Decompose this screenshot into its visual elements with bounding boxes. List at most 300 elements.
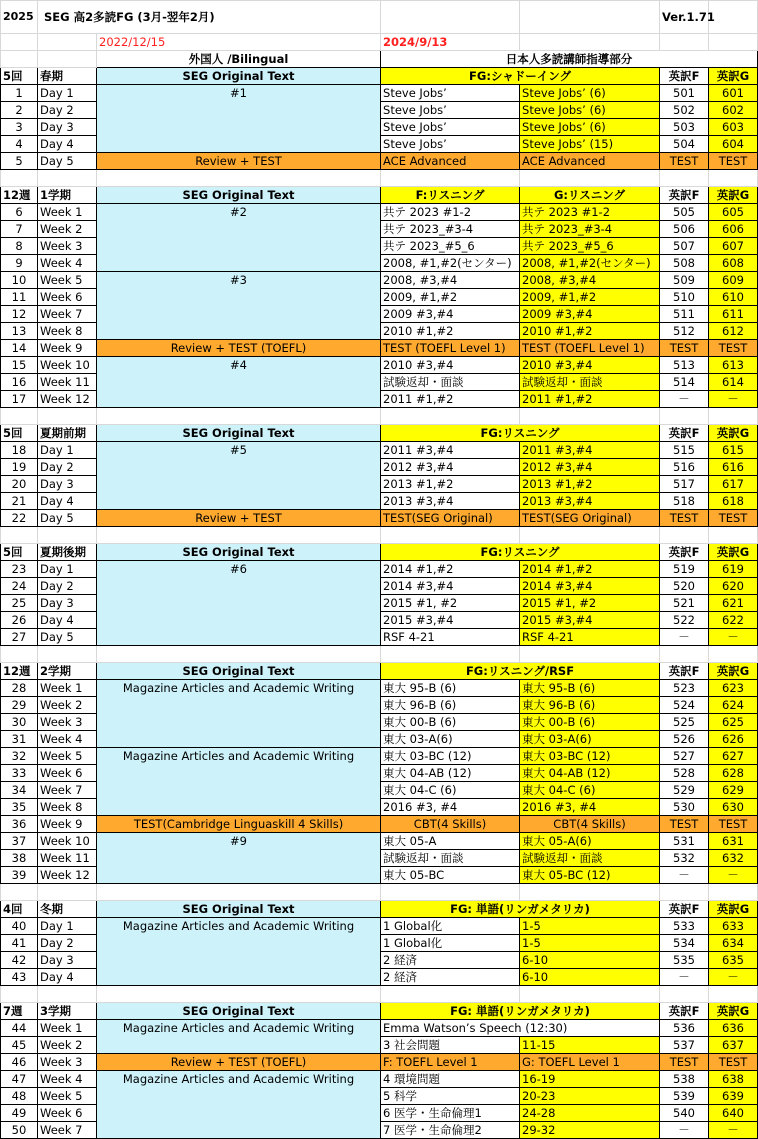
row-ef: TEST xyxy=(660,510,709,527)
row-number: 37 xyxy=(1,833,38,850)
row-g: 共テ 2023 #1-2 xyxy=(520,204,660,221)
row-eg: 613 xyxy=(709,357,758,374)
row-g: 2008, #1,#2(センター) xyxy=(520,255,660,272)
row-number: 42 xyxy=(1,952,38,969)
row-g: 東大 05-BC (12) xyxy=(520,867,660,884)
blank-cell xyxy=(1,646,38,663)
row-g: 1-5 xyxy=(520,918,660,935)
col-header-left: 外国人 /Bilingual xyxy=(97,51,381,68)
year-cell: 2025 xyxy=(1,1,38,34)
row-period: Week 8 xyxy=(38,323,97,340)
row-f: 2 経済 xyxy=(381,969,520,986)
row-f: 2013 #1,#2 xyxy=(381,476,520,493)
row-g: TEST (TOEFL Level 1) xyxy=(520,340,660,357)
row-text: TEST(Cambridge Linguaskill 4 Skills) xyxy=(97,816,381,833)
row-ef: 504 xyxy=(660,136,709,153)
row-text: #6 xyxy=(97,561,381,578)
row-text: Review + TEST (TOEFL) xyxy=(97,340,381,357)
row-f: RSF 4-21 xyxy=(381,629,520,646)
text-header: SEG Original Text xyxy=(97,187,381,204)
row-f: 2015 #3,#4 xyxy=(381,612,520,629)
date-left: 2022/12/15 xyxy=(97,34,381,51)
row-eg: 631 xyxy=(709,833,758,850)
row-g: ACE Advanced xyxy=(520,153,660,170)
text-header: SEG Original Text xyxy=(97,68,381,85)
row-g: 1-5 xyxy=(520,935,660,952)
row-eg: 628 xyxy=(709,765,758,782)
row-ef: － xyxy=(660,391,709,408)
row-eg: 604 xyxy=(709,136,758,153)
row-period: Day 4 xyxy=(38,969,97,986)
blank-cell xyxy=(709,646,758,663)
row-text: #1 xyxy=(97,85,381,102)
row-text xyxy=(97,867,381,884)
row-g: 東大 03-BC (12) xyxy=(520,748,660,765)
row-eg: 622 xyxy=(709,612,758,629)
blank-cell xyxy=(97,170,381,187)
row-g: 東大 05-A(6) xyxy=(520,833,660,850)
row-ef: 512 xyxy=(660,323,709,340)
row-number: 25 xyxy=(1,595,38,612)
blank-cell xyxy=(660,34,709,51)
row-ef: － xyxy=(660,969,709,986)
section-term: 2学期 xyxy=(38,663,97,680)
row-ef: TEST xyxy=(660,153,709,170)
table-row xyxy=(1,782,758,799)
row-g: 29-32 xyxy=(520,1122,660,1139)
row-period: Week 7 xyxy=(38,306,97,323)
row-text: Magazine Articles and Academic Writing xyxy=(97,1071,381,1088)
blank-cell xyxy=(381,170,520,187)
date-right: 2024/9/13 xyxy=(381,34,520,51)
row-period: Day 2 xyxy=(38,935,97,952)
table-row xyxy=(1,867,758,884)
row-eg: 618 xyxy=(709,493,758,510)
row-f: 2010 #1,#2 xyxy=(381,323,520,340)
section-term: 3学期 xyxy=(38,1003,97,1020)
row-period: Week 3 xyxy=(38,714,97,731)
row-number: 14 xyxy=(1,340,38,357)
row-period: Week 5 xyxy=(38,1088,97,1105)
row-number: 32 xyxy=(1,748,38,765)
row-eg: 606 xyxy=(709,221,758,238)
table-row xyxy=(1,629,758,646)
row-number: 13 xyxy=(1,323,38,340)
section-gap xyxy=(1,986,758,1003)
row-period: Week 6 xyxy=(38,1105,97,1122)
row-g: TEST(SEG Original) xyxy=(520,510,660,527)
blank-cell xyxy=(1,986,38,1003)
blank-cell xyxy=(1,34,38,51)
row-ef: 520 xyxy=(660,578,709,595)
row-text xyxy=(97,629,381,646)
row-text xyxy=(97,119,381,136)
row-eg: 617 xyxy=(709,476,758,493)
row-text xyxy=(97,969,381,986)
row-ef: 537 xyxy=(660,1037,709,1054)
row-number: 31 xyxy=(1,731,38,748)
row-g: 東大 04-C (6) xyxy=(520,782,660,799)
row-f: TEST(SEG Original) xyxy=(381,510,520,527)
eg-header: 英訳G xyxy=(709,1003,758,1020)
blank-cell xyxy=(660,170,709,187)
row-text xyxy=(97,1105,381,1122)
row-number: 3 xyxy=(1,119,38,136)
row-eg: 635 xyxy=(709,952,758,969)
row-eg: 623 xyxy=(709,680,758,697)
g-header: G:リスニング xyxy=(520,187,660,204)
row-number: 30 xyxy=(1,714,38,731)
row-ef: TEST xyxy=(660,816,709,833)
blank-cell xyxy=(660,408,709,425)
row-f: 2014 #3,#4 xyxy=(381,578,520,595)
section-count: 7週 xyxy=(1,1003,38,1020)
table-row xyxy=(1,340,758,357)
row-period: Week 4 xyxy=(38,731,97,748)
row-period: Week 9 xyxy=(38,340,97,357)
text-header: SEG Original Text xyxy=(97,901,381,918)
row-text xyxy=(97,850,381,867)
row-period: Week 1 xyxy=(38,204,97,221)
row-f: 東大 03-BC (12) xyxy=(381,748,520,765)
section-term: 夏期前期 xyxy=(38,425,97,442)
section-header-row xyxy=(1,68,758,85)
row-f: Steve Jobs’ xyxy=(381,136,520,153)
blank-cell xyxy=(381,986,520,1003)
row-period: Day 3 xyxy=(38,476,97,493)
row-eg: 629 xyxy=(709,782,758,799)
row-text xyxy=(97,221,381,238)
row-ef: 513 xyxy=(660,357,709,374)
table-row xyxy=(1,578,758,595)
table-row xyxy=(1,493,758,510)
row-ef: 514 xyxy=(660,374,709,391)
row-ef: 528 xyxy=(660,765,709,782)
row-number: 26 xyxy=(1,612,38,629)
row-text xyxy=(97,391,381,408)
blank-cell xyxy=(97,527,381,544)
row-eg: 616 xyxy=(709,459,758,476)
row-text xyxy=(97,1122,381,1139)
row-period: Week 7 xyxy=(38,782,97,799)
row-period: Week 4 xyxy=(38,1071,97,1088)
row-text xyxy=(97,595,381,612)
row-period: Week 1 xyxy=(38,680,97,697)
row-number: 36 xyxy=(1,816,38,833)
row-text xyxy=(97,612,381,629)
row-number: 17 xyxy=(1,391,38,408)
row-number: 28 xyxy=(1,680,38,697)
row-f: 2011 #1,#2 xyxy=(381,391,520,408)
row-number: 33 xyxy=(1,765,38,782)
row-f: 2011 #3,#4 xyxy=(381,442,520,459)
row-ef: 538 xyxy=(660,1071,709,1088)
section-count: 5回 xyxy=(1,425,38,442)
row-ef: 533 xyxy=(660,918,709,935)
row-text: #9 xyxy=(97,833,381,850)
blank-cell xyxy=(709,986,758,1003)
row-period: Day 4 xyxy=(38,493,97,510)
row-eg: 602 xyxy=(709,102,758,119)
section-count: 4回 xyxy=(1,901,38,918)
blank-cell xyxy=(38,527,97,544)
row-number: 29 xyxy=(1,697,38,714)
row-text xyxy=(97,493,381,510)
blank-cell xyxy=(660,986,709,1003)
fg-header: FG:リスニング xyxy=(381,425,660,442)
row-f: Steve Jobs’ xyxy=(381,119,520,136)
blank-cell xyxy=(520,986,660,1003)
section-count: 12週 xyxy=(1,663,38,680)
row-eg: 633 xyxy=(709,918,758,935)
row-period: Day 4 xyxy=(38,612,97,629)
table-row xyxy=(1,731,758,748)
row-g: 2013 #3,#4 xyxy=(520,493,660,510)
row-number: 5 xyxy=(1,153,38,170)
row-number: 20 xyxy=(1,476,38,493)
table-row xyxy=(1,289,758,306)
row-text xyxy=(97,238,381,255)
section-count: 5回 xyxy=(1,68,38,85)
row-eg: 607 xyxy=(709,238,758,255)
row-text xyxy=(97,697,381,714)
section-header-row xyxy=(1,544,758,561)
row-number: 23 xyxy=(1,561,38,578)
row-ef: 536 xyxy=(660,1020,709,1037)
blank-cell xyxy=(520,1,660,34)
row-eg: TEST xyxy=(709,153,758,170)
row-eg: TEST xyxy=(709,510,758,527)
ef-header: 英訳F xyxy=(660,68,709,85)
row-eg: － xyxy=(709,1122,758,1139)
row-text xyxy=(97,765,381,782)
row-period: Day 1 xyxy=(38,561,97,578)
table-row xyxy=(1,714,758,731)
blank-cell xyxy=(97,646,381,663)
row-eg: － xyxy=(709,391,758,408)
blank-cell xyxy=(660,527,709,544)
row-f: 東大 05-BC xyxy=(381,867,520,884)
row-ef: － xyxy=(660,629,709,646)
row-period: Day 5 xyxy=(38,153,97,170)
row-ef: 501 xyxy=(660,85,709,102)
row-ef: 534 xyxy=(660,935,709,952)
blank-cell xyxy=(520,527,660,544)
row-period: Day 3 xyxy=(38,595,97,612)
row-eg: 620 xyxy=(709,578,758,595)
row-text xyxy=(97,782,381,799)
blank-cell xyxy=(709,34,758,51)
row-ef: 530 xyxy=(660,799,709,816)
row-g: 東大 03-A(6) xyxy=(520,731,660,748)
blank-cell xyxy=(520,408,660,425)
row-g: 2009, #1,#2 xyxy=(520,289,660,306)
blank-cell xyxy=(38,646,97,663)
row-text xyxy=(97,714,381,731)
text-header: SEG Original Text xyxy=(97,544,381,561)
table-row xyxy=(1,612,758,629)
row-period: Week 11 xyxy=(38,374,97,391)
blank-cell xyxy=(381,884,520,901)
table-row xyxy=(1,935,758,952)
row-number: 1 xyxy=(1,85,38,102)
row-period: Week 9 xyxy=(38,816,97,833)
row-g: 16-19 xyxy=(520,1071,660,1088)
ef-header: 英訳F xyxy=(660,901,709,918)
row-text xyxy=(97,952,381,969)
blank-cell xyxy=(1,170,38,187)
row-number: 2 xyxy=(1,102,38,119)
row-eg: 603 xyxy=(709,119,758,136)
row-g: 2014 #1,#2 xyxy=(520,561,660,578)
row-number: 6 xyxy=(1,204,38,221)
row-f: 1 Global化 xyxy=(381,918,520,935)
row-g: 2008, #3,#4 xyxy=(520,272,660,289)
row-g: 11-15 xyxy=(520,1037,660,1054)
table-row xyxy=(1,153,758,170)
row-eg: － xyxy=(709,867,758,884)
row-number: 7 xyxy=(1,221,38,238)
blank-cell xyxy=(97,408,381,425)
row-g: 20-23 xyxy=(520,1088,660,1105)
row-number: 12 xyxy=(1,306,38,323)
row-f: Steve Jobs’ xyxy=(381,85,520,102)
row-f: 東大 00-B (6) xyxy=(381,714,520,731)
blank-cell xyxy=(1,884,38,901)
blank-cell xyxy=(97,986,381,1003)
row-text xyxy=(97,1037,381,1054)
fg-header: FG: 単語(リンガメタリカ) xyxy=(381,901,660,918)
row-eg: 626 xyxy=(709,731,758,748)
row-text xyxy=(97,102,381,119)
row-g: 6-10 xyxy=(520,969,660,986)
row-number: 9 xyxy=(1,255,38,272)
row-period: Week 6 xyxy=(38,289,97,306)
table-row xyxy=(1,374,758,391)
row-ef: 503 xyxy=(660,119,709,136)
table-row xyxy=(1,1020,758,1037)
row-ef: 522 xyxy=(660,612,709,629)
row-ef: TEST xyxy=(660,340,709,357)
row-period: Day 2 xyxy=(38,578,97,595)
blank-cell xyxy=(38,408,97,425)
row-text xyxy=(97,374,381,391)
row-number: 39 xyxy=(1,867,38,884)
row-ef: 519 xyxy=(660,561,709,578)
row-period: Week 2 xyxy=(38,1037,97,1054)
row-eg: 609 xyxy=(709,272,758,289)
row-period: Day 5 xyxy=(38,510,97,527)
table-row xyxy=(1,748,758,765)
blank-cell xyxy=(38,170,97,187)
section-term: 1学期 xyxy=(38,187,97,204)
text-header: SEG Original Text xyxy=(97,663,381,680)
row-number: 22 xyxy=(1,510,38,527)
row-eg: 637 xyxy=(709,1037,758,1054)
table-row xyxy=(1,952,758,969)
row-f: 共テ 2023 #1-2 xyxy=(381,204,520,221)
row-period: Week 2 xyxy=(38,697,97,714)
blank-cell xyxy=(381,408,520,425)
table-row xyxy=(1,765,758,782)
row-eg: TEST xyxy=(709,816,758,833)
row-ef: 529 xyxy=(660,782,709,799)
row-ef: 507 xyxy=(660,238,709,255)
fg-header: FG:シャドーイング xyxy=(381,68,660,85)
blank-cell xyxy=(709,170,758,187)
row-text xyxy=(97,323,381,340)
section-term: 夏期後期 xyxy=(38,544,97,561)
row-number: 45 xyxy=(1,1037,38,1054)
row-f: CBT(4 Skills) xyxy=(381,816,520,833)
fg-header: FG:リスニング xyxy=(381,544,660,561)
blank-cell xyxy=(1,527,38,544)
row-eg: 611 xyxy=(709,306,758,323)
row-number: 24 xyxy=(1,578,38,595)
row-ef: 521 xyxy=(660,595,709,612)
row-eg: 615 xyxy=(709,442,758,459)
row-g: 東大 96-B (6) xyxy=(520,697,660,714)
row-g: 2012 #3,#4 xyxy=(520,459,660,476)
table-row xyxy=(1,680,758,697)
row-ef: 524 xyxy=(660,697,709,714)
row-period: Week 1 xyxy=(38,1020,97,1037)
table-row xyxy=(1,697,758,714)
row-number: 4 xyxy=(1,136,38,153)
row-g: 東大 00-B (6) xyxy=(520,714,660,731)
row-f: 1 Global化 xyxy=(381,935,520,952)
row-period: Day 1 xyxy=(38,918,97,935)
table-row xyxy=(1,833,758,850)
row-text: Magazine Articles and Academic Writing xyxy=(97,748,381,765)
section-count: 5回 xyxy=(1,544,38,561)
row-period: Week 6 xyxy=(38,765,97,782)
row-period: Week 5 xyxy=(38,748,97,765)
row-number: 49 xyxy=(1,1105,38,1122)
row-number: 40 xyxy=(1,918,38,935)
row-f: F: TOEFL Level 1 xyxy=(381,1054,520,1071)
row-text: Review + TEST xyxy=(97,510,381,527)
row-period: Day 4 xyxy=(38,136,97,153)
row-ef: 526 xyxy=(660,731,709,748)
version-label: Ver.1.71 xyxy=(660,1,709,34)
row-eg: － xyxy=(709,629,758,646)
row-f: 2012 #3,#4 xyxy=(381,459,520,476)
row-period: Week 12 xyxy=(38,391,97,408)
row-number: 46 xyxy=(1,1054,38,1071)
row-f: 共テ 2023_#3-4 xyxy=(381,221,520,238)
blank-cell xyxy=(381,646,520,663)
row-f: 2009, #1,#2 xyxy=(381,289,520,306)
blank-cell xyxy=(381,527,520,544)
row-ef: － xyxy=(660,867,709,884)
row-g: 2009 #3,#4 xyxy=(520,306,660,323)
row-text xyxy=(97,476,381,493)
blank-cell xyxy=(520,646,660,663)
row-number: 34 xyxy=(1,782,38,799)
section-count: 12週 xyxy=(1,187,38,204)
row-number: 41 xyxy=(1,935,38,952)
row-g: Steve Jobs’ (6) xyxy=(520,85,660,102)
table-row xyxy=(1,918,758,935)
row-g: 東大 95-B (6) xyxy=(520,680,660,697)
row-number: 16 xyxy=(1,374,38,391)
table-row xyxy=(1,221,758,238)
blank-cell xyxy=(520,884,660,901)
row-eg: 601 xyxy=(709,85,758,102)
row-text xyxy=(97,799,381,816)
row-f: 7 医学・生命倫理2 xyxy=(381,1122,520,1139)
